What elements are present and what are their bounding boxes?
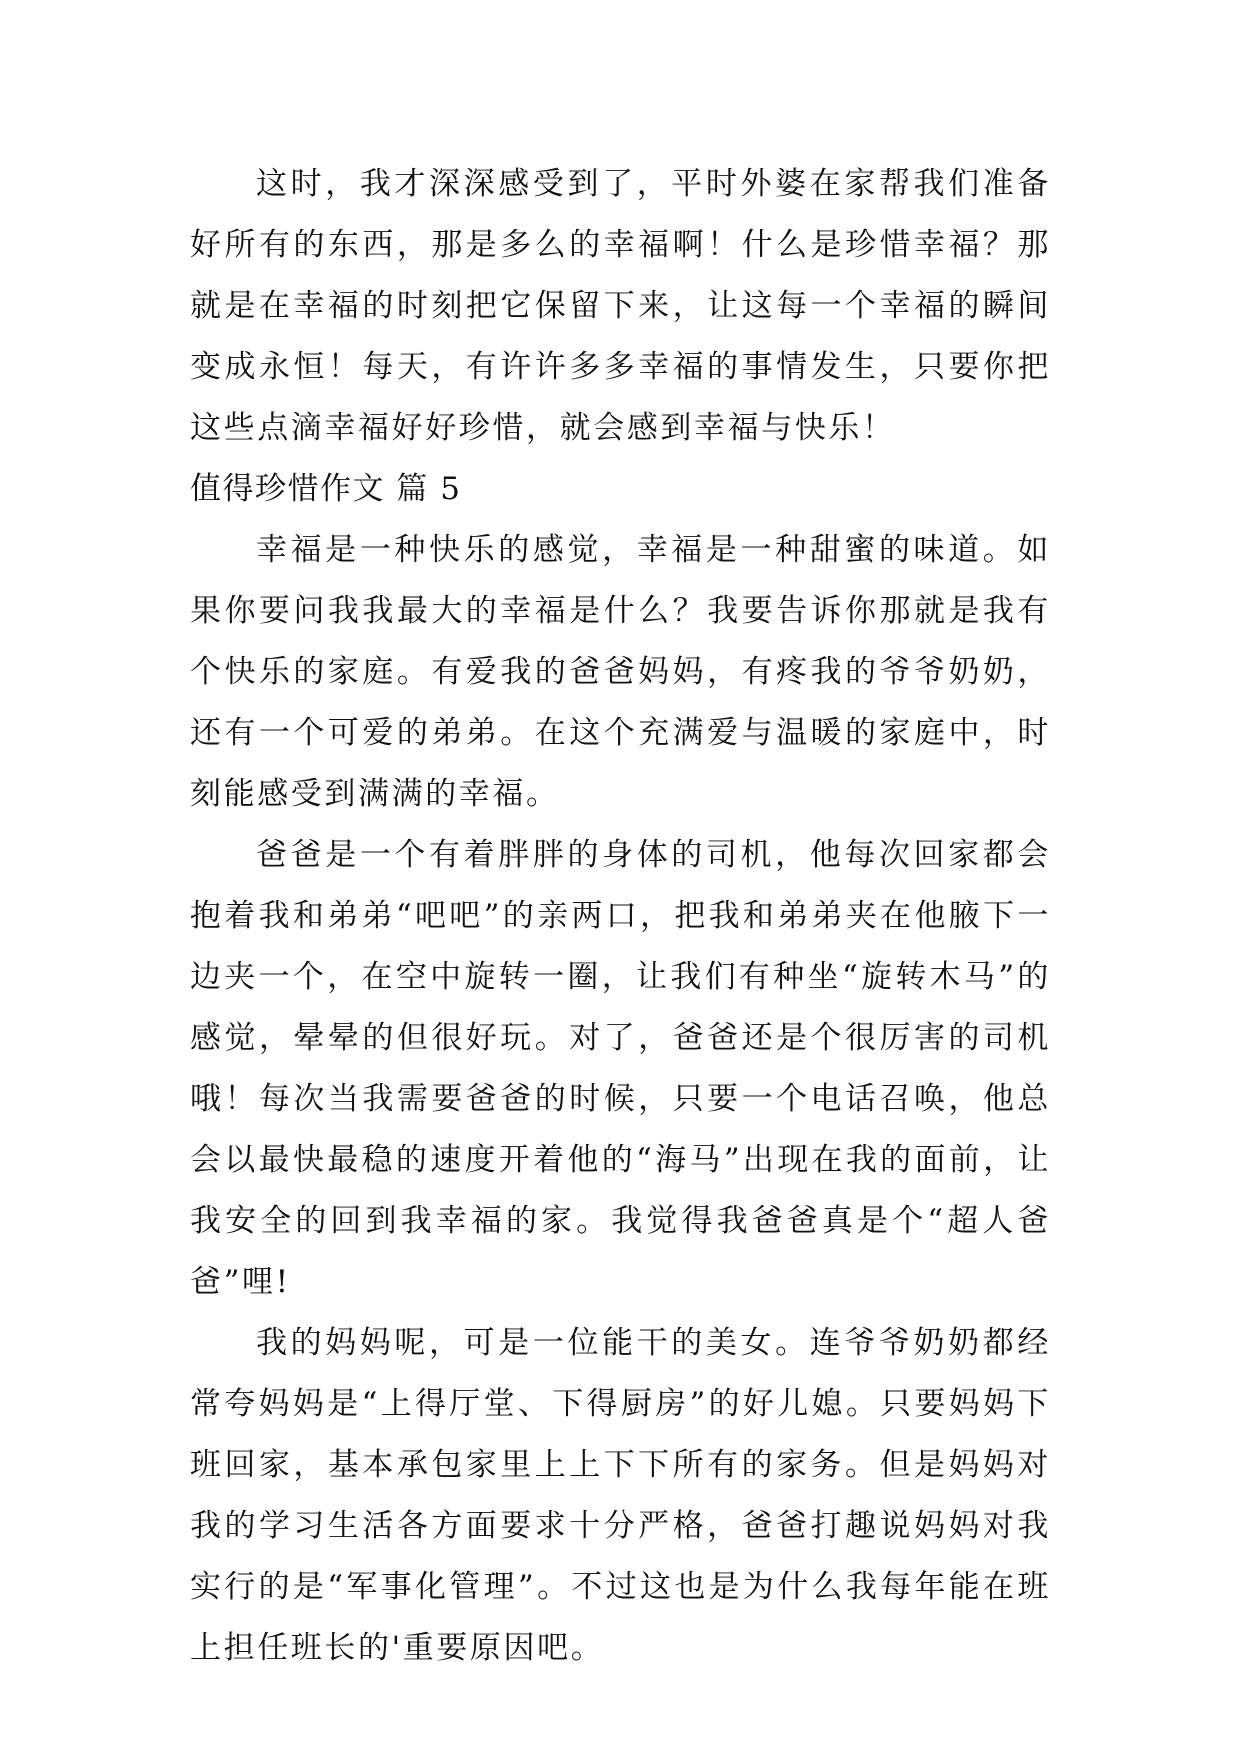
paragraph-mother: 我的妈妈呢，可是一位能干的美女。连爷爷奶奶都经常夸妈妈是“上得厅堂、下得厨房”的好儿媳。只要妈妈下班回家，基本承包家里上上下下所有的家务。但是妈妈对我的学习生活各方面要求十分严格，爸爸打趣说妈妈对我实行的是“军事化管理”。不过这也是为什么我每年能在班上担任班长的'重要原因吧。	[190, 1325, 1051, 1666]
document-body	[190, 154, 1051, 1679]
paragraph-intro: 这时，我才深深感受到了，平时外婆在家帮我们准备好所有的东西，那是多么的幸福啊！什么是珍惜幸福？那就是在幸福的时刻把它保留下来，让这每一个幸福的瞬间变成永恒！每天，有许许多多幸福的事情发生，只要你把这些点滴幸福好好珍惜，就会感到幸福与快乐！	[190, 166, 1051, 446]
paragraph-happiness: 幸福是一种快乐的感觉，幸福是一种甜蜜的味道。如果你要问我我最大的幸福是什么？我要告诉你那就是我有个快乐的家庭。有爱我的爸爸妈妈，有疼我的爷爷奶奶，还有一个可爱的弟弟。在这个充满爱与温暖的家庭中，时刻能感受到满满的幸福。	[190, 532, 1051, 812]
paragraph-father: 爸爸是一个有着胖胖的身体的司机，他每次回家都会抱着我和弟弟“吧吧”的亲两口，把我和弟弟夹在他腋下一边夹一个，在空中旋转一圈，让我们有种坐“旋转木马”的感觉，晕晕的但很好玩。对了，爸爸还是个很厉害的司机哦！每次当我需要爸爸的时候，只要一个电话召唤，他总会以最快最稳的速度开着他的“海马”出现在我的面前，让我安全的回到我幸福的家。我觉得我爸爸真是个“超人爸爸”哩!	[190, 837, 1051, 1300]
section-heading: 值得珍惜作文 篇 5	[190, 471, 462, 507]
